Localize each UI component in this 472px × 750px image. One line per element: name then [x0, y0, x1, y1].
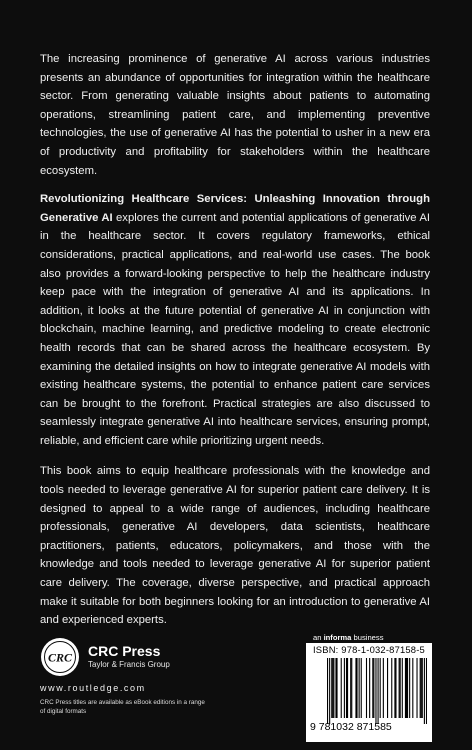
barcode-bar [420, 658, 421, 718]
barcode-bar [375, 658, 376, 724]
barcode-bar [344, 658, 345, 718]
barcode-bar [421, 658, 422, 718]
tagline-prefix: an [313, 633, 324, 642]
barcode-bar [356, 658, 357, 718]
barcode-bar [391, 658, 392, 718]
barcode-bar [406, 658, 407, 718]
blurb-paragraph-2 [40, 190, 430, 450]
barcode-bar [329, 658, 330, 724]
barcode-bar [346, 658, 347, 718]
barcode-digits: 9 781032 871585 [310, 721, 392, 733]
barcode-bar [372, 658, 373, 718]
crc-press-logo-icon [40, 637, 80, 677]
barcode-bar [327, 658, 328, 724]
barcode-bar [347, 658, 348, 718]
publisher-group: Taylor & Francis Group [88, 660, 170, 669]
barcode-bar [402, 658, 403, 718]
barcode-bar [407, 658, 408, 718]
barcode-bar [422, 658, 423, 718]
logo-text: CRC [47, 650, 73, 665]
tagline-suffix: business [351, 633, 384, 642]
barcode-bar [373, 658, 374, 718]
barcode-bar [336, 658, 337, 718]
barcode-bar [405, 658, 406, 718]
blurb-paragraph-1: The increasing prominence of generative AI across various industries presents an abundance of opportunities for integration within the healthcare sector. From generating valuable insights about patients to automating operations, streamlining patient care, and implementing preventive technologies, the use of generative AI has the potential to usher in a new era of productivity and profitability for stakeholders within the healthcare ecosystem. [40, 53, 430, 177]
publisher-block [88, 643, 170, 671]
blurb-paragraph-3: This book aims to equip healthcare professionals with the knowledge and tools needed to leverage generative AI for superior patient care delivery. It is designed to appeal to a wide range of audiences, including healthcare professionals, generative AI developers, data scientists, healthcare practitioners, patients, educators, policymakers, and those with the knowledge and tools needed to leverage generative AI for superior patient care delivery. The coverage, diverse perspective, and practical approach make it suitable for both beginners looking for an introduction to generative AI and experienced experts. [40, 465, 430, 627]
barcode-bar [361, 658, 362, 718]
barcode-bar [366, 658, 367, 718]
publisher-name: CRC Press [88, 643, 161, 659]
barcode-bar [409, 658, 410, 718]
barcode-bar [400, 658, 401, 718]
barcode-bar [426, 658, 427, 724]
barcode-bar [341, 658, 342, 718]
barcode-bar [359, 658, 360, 718]
barcode-bar [416, 658, 417, 718]
barcode-bar [355, 658, 356, 718]
barcode-bar [332, 658, 333, 718]
barcode-bar [369, 658, 370, 718]
informa-tagline [313, 633, 384, 642]
barcode-bar [350, 658, 351, 718]
barcode-bar [399, 658, 400, 718]
back-cover-blurb [40, 50, 430, 640]
tagline-brand: informa [323, 633, 352, 642]
barcode-bar [333, 658, 334, 718]
barcode-bar [394, 658, 395, 718]
barcode-bar [387, 658, 388, 718]
barcode-bar [395, 658, 396, 718]
isbn-label: ISBN: 978-1-032-87158-5 [313, 644, 425, 655]
barcode-bar [335, 658, 336, 718]
blurb-paragraph-2-body: explores the current and potential applications of generative AI in the healthcare sector. It covers regulatory frameworks, ethical considerations, practical applications, and real-world use cases. The book also provides a forward-looking perspective to help the healthcare industry keep pace with the integration of generative AI and its applications. In addition, it looks at the future potential of generative AI in conjunction with blockchain, machine learning, and predictive modeling to create electronic health records that can be shared across the healthcare ecosystem. By examining the detailed insights on how to integrate generative AI models with existing healthcare systems, the potential to enhance patient care services can be brought to the forefront. Practical strategies are also discussed to seamlessly integrate generative AI into healthcare services, ensuring prompt, reliable, and efficient care while prioritizing urgent needs. [40, 211, 430, 447]
ebook-note: CRC Press titles are available as eBook editions in a range of digital formats [40, 699, 205, 715]
barcode-bar [378, 658, 379, 724]
barcode-bar [351, 658, 352, 718]
barcode-bar [424, 658, 425, 724]
ean-barcode [315, 658, 427, 726]
publisher-url[interactable]: www.routledge.com [40, 683, 146, 693]
barcode-bar [383, 658, 384, 718]
book-title: Revolutionizing Healthcare Services: Unleashing Innovation through Generative AI [40, 193, 430, 224]
barcode-bar [380, 658, 381, 718]
barcode-bar [412, 658, 413, 718]
barcode-bar [331, 658, 332, 718]
